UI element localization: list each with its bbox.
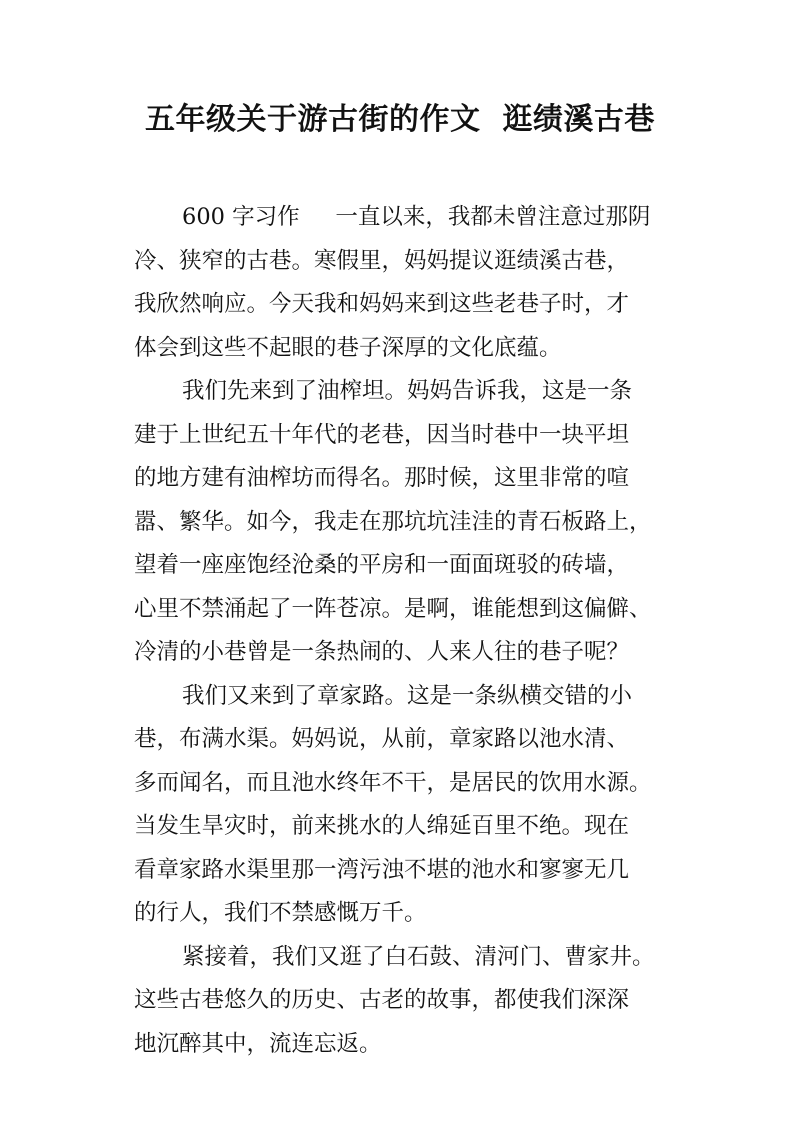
document-title: 五年级关于游古街的作文 逛绩溪古巷	[145, 102, 655, 137]
text-line: 这些古巷悠久的历史、古老的故事，都使我们深深	[134, 987, 630, 1013]
text-line: 的地方建有油榨坊而得名。那时候，这里非常的喧	[134, 465, 630, 491]
text-line: 我们又来到了章家路。这是一条纵横交错的小	[182, 682, 633, 709]
text-line: 巷，布满水渠。妈妈说，从前，章家路以池水清、	[134, 726, 630, 752]
text-line: 体会到这些不起眼的巷子深厚的文化底蕴。	[134, 334, 562, 361]
text-line: 地沉醉其中，流连忘返。	[134, 1030, 382, 1057]
text-line: 嚣、繁华。如今，我走在那坑坑洼洼的青石板路上，	[134, 508, 652, 535]
text-line: 冷、狭窄的古巷。寒假里，妈妈提议逛绩溪古巷，	[134, 247, 630, 274]
text-line: 当发生旱灾时，前来挑水的人绵延百里不绝。现在	[134, 813, 630, 839]
text-line: 建于上世纪五十年代的老巷，因当时巷中一块平坦	[134, 421, 630, 448]
text-line: 看章家路水渠里那一湾污浊不堪的池水和寥寥无几	[134, 856, 630, 883]
text-line: 心里不禁涌起了一阵苍凉。是啊，谁能想到这偏僻、	[134, 595, 652, 622]
text-line: 我们先来到了油榨坦。妈妈告诉我，这是一条	[182, 378, 633, 404]
text-line: 我欣然响应。今天我和妈妈来到这些老巷子时，才	[134, 291, 630, 317]
text-line: 的行人，我们不禁感慨万千。	[134, 900, 427, 926]
text-line: 紧接着，我们又逛了白石鼓、清河门、曹家井。	[182, 943, 655, 970]
text-line: 多而闻名，而且池水终年不干，是居民的饮用水源。	[134, 769, 652, 796]
document-body	[134, 196, 674, 1066]
text-line: 望着一座座饱经沧桑的平房和一面面斑驳的砖墙，	[134, 552, 630, 578]
text-line: 冷清的小巷曾是一条热闹的、人来人往的巷子呢？	[134, 639, 630, 665]
text-line: 600 字习作 一直以来，我都未曾注意过那阴	[182, 204, 651, 230]
